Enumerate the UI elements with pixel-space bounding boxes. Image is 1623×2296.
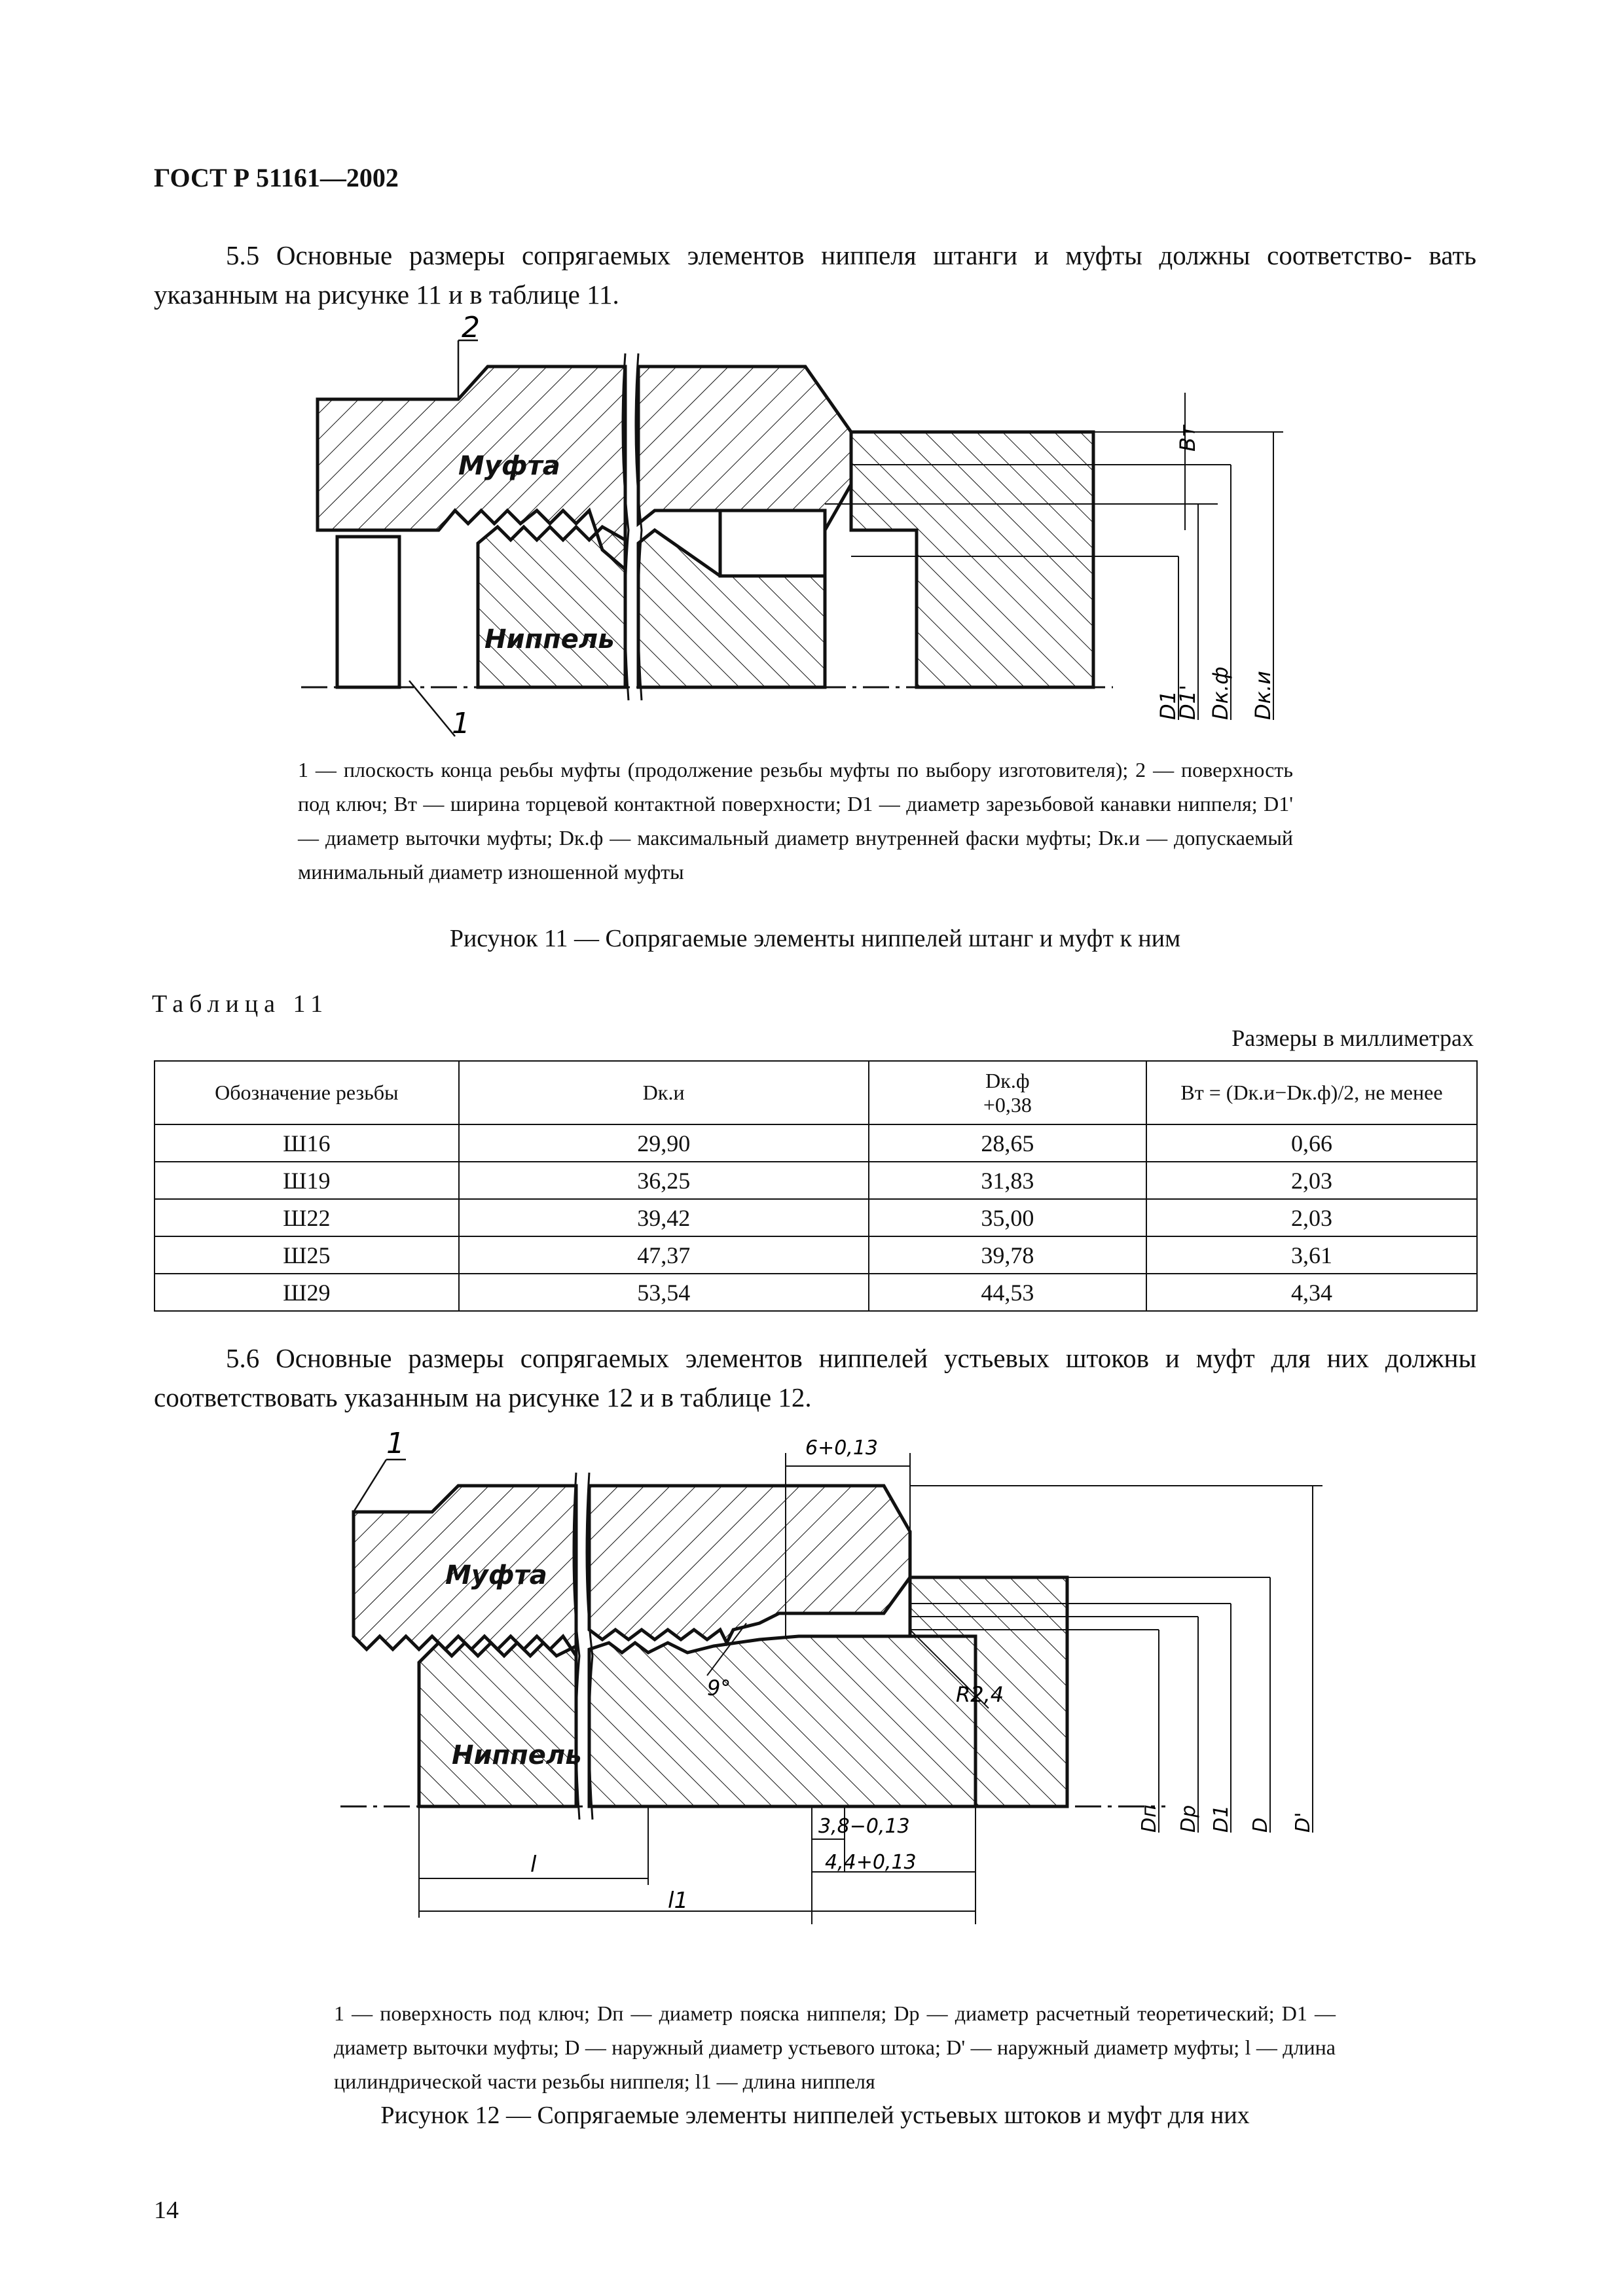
fig12-dim-6: 6+0,13	[805, 1437, 879, 1460]
fig11-label-nipple: Ниппель	[484, 624, 615, 655]
cell-dki: 39,42	[459, 1199, 869, 1236]
table-row	[155, 1124, 1477, 1162]
cell-thread: Ш16	[155, 1124, 459, 1162]
cell-dkf: 35,00	[869, 1199, 1146, 1236]
col-header-dkf-tolerance: +0,38	[983, 1092, 1032, 1117]
cell-dki: 29,90	[459, 1124, 869, 1162]
page-number: 14	[154, 2197, 179, 2224]
fig12-label-coupling: Муфта	[445, 1560, 547, 1590]
cell-thread: Ш19	[155, 1162, 459, 1199]
cell-dkf: 31,83	[869, 1162, 1146, 1199]
cell-bt: 2,03	[1146, 1199, 1477, 1236]
fig12-label-nipple: Ниппель	[452, 1740, 582, 1770]
table-11-units: Размеры в миллиметрах	[1231, 1025, 1474, 1051]
cell-thread: Ш25	[155, 1236, 459, 1274]
cell-dki: 53,54	[459, 1274, 869, 1311]
col-header-dki: Dк.и	[459, 1061, 869, 1124]
table-row	[155, 1236, 1477, 1274]
fig12-label-d-prime: D'	[1292, 1812, 1315, 1833]
fig12-dim-l: l	[530, 1852, 537, 1878]
figure-11-drawing	[262, 314, 1309, 740]
paragraph-5-6: 5.6 Основные размеры сопрягаемых элементов ниппелей устьевых штоков и муфт для них должны соответствовать указанным на рисунке 12 и в таблице 12.	[154, 1343, 1476, 1412]
fig12-radius: R2,4	[956, 1682, 1004, 1707]
table-11	[154, 1060, 1478, 1312]
table-row	[155, 1162, 1477, 1199]
coupling-section-right	[589, 1486, 910, 1643]
figure-12-title: Рисунок 12 — Сопрягаемые элементы ниппелей устьевых штоков и муфт для них	[380, 2102, 1250, 2129]
fig11-callout-1: 1	[452, 707, 470, 740]
col-header-thread: Обозначение резьбы	[155, 1061, 459, 1124]
fig12-angle-9: 9°	[707, 1676, 731, 1700]
cell-bt: 3,61	[1146, 1236, 1477, 1274]
cell-thread: Ш22	[155, 1199, 459, 1236]
fig11-label-dki: Dк.и	[1250, 671, 1275, 720]
paragraph-5-5: 5.5 Основные размеры сопрягаемых элементов ниппеля штанги и муфты должны соответство- вать указанным на рисунке 11 и в таблице 11.	[154, 240, 1476, 310]
thread-end-plane	[337, 537, 399, 687]
nipple-groove	[720, 511, 825, 576]
fig12-callout-1: 1	[386, 1427, 405, 1460]
fig11-label-bt: Bт	[1175, 425, 1200, 452]
fig12-dim-l1: l1	[668, 1888, 689, 1914]
table-row	[155, 1274, 1477, 1311]
cell-bt: 0,66	[1146, 1124, 1477, 1162]
nipple-section-left	[419, 1643, 576, 1806]
fig11-label-coupling: Муфта	[458, 451, 560, 481]
cell-dkf: 44,53	[869, 1274, 1146, 1311]
cell-dkf: 28,65	[869, 1124, 1146, 1162]
fig12-dim-3-8: 3,8−0,13	[818, 1815, 910, 1838]
fig11-label-d1: D1	[1156, 691, 1180, 720]
col-header-dkf	[869, 1061, 1146, 1124]
cell-dki: 47,37	[459, 1236, 869, 1274]
fig12-dim-4-4: 4,4+0,13	[825, 1851, 917, 1874]
nipple-section-right	[589, 1636, 976, 1806]
fig12-label-dr: Dр	[1177, 1804, 1200, 1833]
cell-bt: 2,03	[1146, 1162, 1477, 1199]
figure-12-drawing	[301, 1414, 1349, 1950]
col-header-bt: Bт = (Dк.и−Dк.ф)/2, не менее	[1146, 1061, 1477, 1124]
nipple-section	[478, 527, 625, 687]
document-header: ГОСТ Р 51161—2002	[154, 163, 399, 192]
cell-thread: Ш29	[155, 1274, 459, 1311]
fig11-label-d1-prime: D1'	[1175, 685, 1200, 720]
col-header-dkf-name: Dк.ф	[985, 1068, 1030, 1092]
figure-12-legend: 1 — поверхность под ключ; Dп — диаметр пояска ниппеля; Dр — диаметр расчетный теоретический; D1 — диаметр выточки муфты; D — наружный диаметр устьевого штока; D' — наружный диаметр муфты; l — длина цилиндрической части резьбы ниппеля; l1 — длина ниппеля	[334, 2001, 1336, 2093]
fig12-label-dp: Dп	[1138, 1804, 1161, 1833]
figure-11-title: Рисунок 11 — Сопрягаемые элементы ниппелей штанг и муфт к ним	[449, 925, 1181, 952]
table-row	[155, 1199, 1477, 1236]
cell-bt: 4,34	[1146, 1274, 1477, 1311]
cell-dki: 36,25	[459, 1162, 869, 1199]
figure-11-legend: 1 — плоскость конца реьбы муфты (продолжение резьбы муфты по выбору изготовителя); 2 — поверхность под ключ; Bт — ширина торцевой контактной поверхности; D1 — диаметр зарезьбовой канавки ниппеля; D1' — диаметр выточки муфты; Dк.ф — максимальный диаметр внутренней фаски муфты; Dк.и — допускаемый минимальный диаметр изношенной муфты	[298, 758, 1293, 884]
fig12-label-d1: D1	[1210, 1804, 1233, 1833]
table-11-label: Таблица 11	[152, 990, 329, 1018]
fig12-label-d: D	[1249, 1817, 1272, 1833]
fig11-callout-2: 2	[462, 314, 480, 344]
coupling-section-right	[638, 367, 851, 530]
coupling-end-face	[851, 432, 1093, 687]
fig11-label-dkf: Dк.ф	[1208, 666, 1233, 720]
cell-dkf: 39,78	[869, 1236, 1146, 1274]
